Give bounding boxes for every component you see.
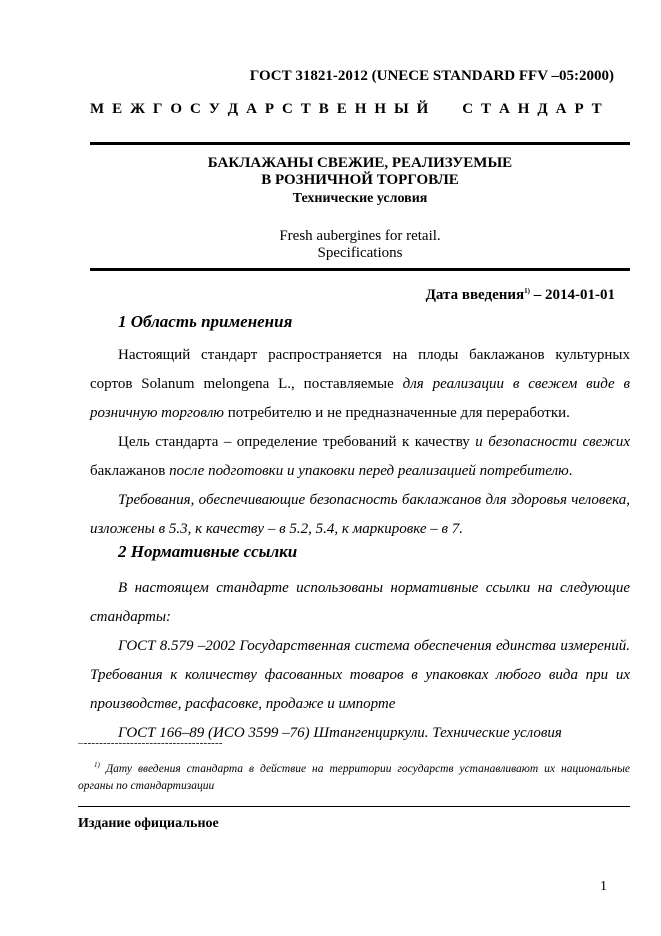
section-2-body — [90, 574, 630, 748]
section-2-paragraph-1: В настоящем стандарте использованы нормативные ссылки на следующие стандарты: — [90, 580, 630, 625]
footnote — [78, 761, 630, 795]
interstate-letter: Е — [112, 101, 123, 117]
footnote-marker: 1) — [94, 761, 100, 770]
interstate-letter: А — [555, 101, 567, 117]
section-1-body — [90, 341, 630, 544]
introduction-date — [0, 287, 615, 304]
page-number: 1 — [600, 879, 607, 894]
footnote-text: Дату введения стандарта в действие на территории государств устанавливают их национальные органы по стандартизации — [78, 763, 630, 792]
interstate-letter: Н — [354, 101, 367, 117]
top-rule — [90, 142, 630, 145]
interstate-letter: С — [462, 101, 474, 117]
interstate-letter: Д — [537, 101, 548, 117]
interstate-letter: А — [246, 101, 257, 117]
interstate-letter: С — [281, 101, 293, 117]
title-english-line-2: Specifications — [317, 245, 403, 261]
interstate-letter: Г — [152, 101, 163, 117]
footnote-separator: –------------------------------------ — [78, 737, 223, 749]
interstate-letter: М — [90, 101, 105, 117]
interstate-letter: О — [170, 101, 183, 117]
section-2-reference-gost-166: ГОСТ 166–89 (ИСО 3599 –76) Штангенциркули. Технические условия — [118, 725, 562, 741]
interstate-letter: Р — [574, 101, 584, 117]
section-2-heading: 2 Нормативные ссылки — [118, 542, 298, 561]
interstate-letter: Е — [336, 101, 347, 117]
title-subtitle: Технические условия — [292, 191, 428, 206]
section-1-paragraph-2: Цель стандарта – определение требований к качеству и безопасности свежих баклажанов после подготовки и упаковки перед реализацией потребителю. — [90, 434, 631, 479]
title-rule — [90, 268, 630, 271]
interstate-letter: Й — [416, 101, 429, 117]
standard-id: ГОСТ 31821-2012 (UNECE STANDARD FFV –05:2000) — [249, 68, 614, 84]
interstate-letter: У — [208, 101, 220, 117]
title-line-1: БАКЛАЖАНЫ СВЕЖИЕ, РЕАЛИЗУЕМЫЕ — [207, 155, 513, 171]
interstate-letter: Ы — [393, 101, 409, 117]
section-1-paragraph-1: Настоящий стандарт распространяется на плоды баклажанов культурных сортов Solanum melongena L., поставляемые для реализации в свежем виде в розничную торговлю потребителю и не предназначенные для переработки. — [90, 347, 630, 421]
interstate-word-gap — [436, 101, 454, 118]
interstate-letter: Н — [517, 101, 530, 117]
interstate-letter: В — [318, 101, 329, 117]
title-line-2: В РОЗНИЧНОЙ ТОРГОВЛЕ — [261, 172, 459, 188]
interstate-letter: Т — [481, 101, 492, 117]
edition-label: Издание официальное — [78, 816, 219, 831]
interstate-letter: Т — [300, 101, 311, 117]
footer-rule — [78, 806, 630, 807]
interstate-letter: Т — [591, 101, 602, 117]
title-english-line-1: Fresh aubergines for retail. — [279, 228, 441, 244]
interstate-letter: Р — [264, 101, 275, 117]
interstate-letter: Н — [374, 101, 386, 117]
interstate-letter: С — [190, 101, 201, 117]
interstate-standard-heading — [90, 101, 602, 118]
interstate-letter: Д — [227, 101, 239, 117]
introduction-date-label: Дата введения — [425, 287, 525, 303]
introduction-date-footnote-ref: 1) — [524, 287, 530, 295]
section-1-heading: 1 Область применения — [118, 312, 293, 331]
interstate-letter: А — [498, 101, 510, 117]
section-2-reference-gost-8-579: ГОСТ 8.579 –2002 Государственная система обеспечения единства измерений. Требования к количеству фасованных товаров в упаковках любого вида при их производстве, расфасовке, продаже и импорте — [90, 638, 630, 712]
interstate-letter: Ж — [130, 101, 145, 117]
section-1-paragraph-3: Требования, обеспечивающие безопасность баклажанов для здоровья человека, изложены в 5.3, к качеству – в 5.2, 5.4, к маркировке – в 7. — [90, 492, 630, 537]
introduction-date-value: – 2014-01-01 — [530, 287, 615, 303]
